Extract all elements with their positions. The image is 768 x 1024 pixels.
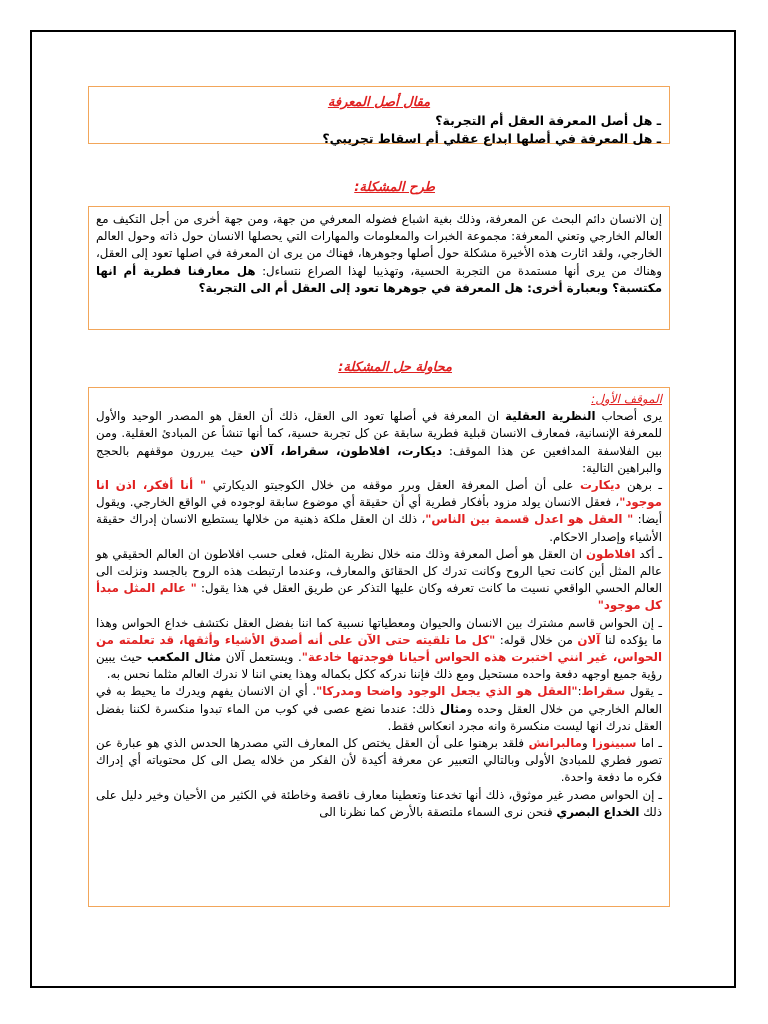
paragraph-plato: ـ أكد افلاطون ان العقل هو أصل المعرفة وذلك منه خلال نظرية المثل، فعلى حسب افلاطون ان العالم الحقيقي هو عالم المثل أين كانت تحيا الروح وكانت تدرك كل الحقائق والمعارف، وعندما ارتبطت هذه الروح بالجسد ونزلت الى العالم الحسي الواقعي نسيت ما كانت تعرفه وكان عليها التذكر عن طريق العقل في هذا يقول: " عالم المثل مبدأ كل موجود" — [96, 546, 662, 613]
paragraph-spinoza: ـ اما سبينوزا ومالبرانش فلقد برهنوا على أن العقل يختص كل المعارف التي مصدرها الحدس الذي هو عبارة عن تصور فطري للمبادئ الأولى وبالتالي التعبير عن معرفة أكيدة لأن الفكر من خلاله يصل الى كل محتوياته أي إدراك فكره ما دفعة واحدة. — [96, 736, 663, 785]
solution-title: محاولة حل المشكلة: — [338, 360, 452, 375]
solution-box — [88, 387, 670, 907]
paragraph-descartes: ـ برهن ديكارت على أن أصل المعرفة العقل وبرر موقفه من خلال الكوجيتو الديكارتي " أنا أفكر، اذن انا موجود"، فعقل الانسان يولد مزود بأفكار فطرية أي أن حقيقة أي موضوع سابقة لوجوده في الواقع الخارجي. ويقول أيضا: " العقل هو اعدل قسمة بين الناس"، ذلك ان العقل ملكة ذهنية من خلالها يستطيع الانسان إدراك حقيقة الأشياء وإصدار الاحكام. — [96, 478, 662, 544]
position-1-subtitle: الموقف الأول: — [591, 392, 662, 406]
paragraph-alain: ـ إن الحواس قاسم مشترك بين الانسان والحيوان ومعطياتها نسبية كما اننا بفضل العقل نكتشف خداع الحواس وهذا ما يؤكده لنا آلان من خلال قوله: "كل ما تلقيته حتى الآن على أنه أصدق الأشياء وأثقها، قد تعلمته من الحواس، غير انني اختبرت هذه الحواس أحيانا فوجدتها خادعة". ويستعمل آلان مثال المكعب حيث يبين رؤية جميع اوجهه دفعة واحده مستحيل ومع ذلك فإننا ندركه ككل بكماله وهذا يعني اننا لا ندرك العالم مثلما نحس به. — [96, 615, 662, 682]
problem-box — [88, 206, 670, 330]
question-1: ـ هل أصل المعرفة العقل أم التجربة؟ — [435, 113, 661, 128]
problem-question: هل معارفنا فطرية أم انها مكتسبة؟ وبعبارة أخرى: هل المعرفة في جوهرها تعود إلى العقل أم الى التجربة؟ — [96, 263, 662, 295]
questions-box — [88, 86, 670, 144]
question-2: ـ هل المعرفة في أصلها ابداع عقلي أم اسقاط تجريبي؟ — [322, 131, 661, 146]
problem-text-plain: إن الانسان دائم البحث عن المعرفة، وذلك بغية اشباع فضوله المعرفي من جهة، ومن جهة أخرى من أجل التكيف مع العالم الخارجي وتعني المعرفة: مجموعة الخبرات والمعلومات والمهارات التي يحصلها الانسان حول ذاته وحول العالم الخارجي، ولقد اثارت هذه الأخيرة مشكلة حول أصلها وجوهرها، فهناك من يرى ان المعرفة في اصلها تعود إلى العقل، وهناك من يرى أنها مستمدة من التجربة الحسية، وتهذيبا لهذا الصراع نتساءل: — [96, 212, 662, 278]
paragraph-rationalists: يرى أصحاب النظرية العقلية ان المعرفة في أصلها تعود الى العقل، ذلك أن العقل هو المصدر الوحيد والأول للمعرفة الإنسانية، فمعارف الانسان قبلية فطرية سابقة عن كل تجربة حسية، كما أنها تنشأ عن المبادئ العقلية. ومن بين الفلاسفة المدافعين عن هذا الموقف: ديكارت، افلاطون، سقراط، آلان حيث يبررون موقفهم بالحجج والبراهين التالية: — [96, 409, 663, 475]
article-title: مقال أصل المعرفة — [327, 95, 431, 110]
problem-text — [96, 211, 662, 297]
paragraph-senses: ـ إن الحواس مصدر غير موثوق، ذلك أنها تخدعنا وتعطينا معارف ناقصة وخاطئة في الكثير من الأحيان وخير دليل على ذلك الخداع البصري فنحن نرى السماء ملتصقة بالأرض كما نظرنا الى — [96, 787, 662, 819]
paragraph-socrates: ـ يقول سقراط:"العقل هو الذي يجعل الوجود واضحا ومدركا". أي ان الانسان يفهم ويدرك ما يحيط به في العالم الخارجي من خلال العقل وحده ومثال ذلك: عندما نضع عصى في كوب من الماء تبدوا منكسرة لكننا بفضل العقل ندرك انها ليست منكسرة وانه مجرد انعكاس فقط. — [96, 684, 662, 733]
problem-title: طرح المشكلة: — [354, 180, 435, 195]
